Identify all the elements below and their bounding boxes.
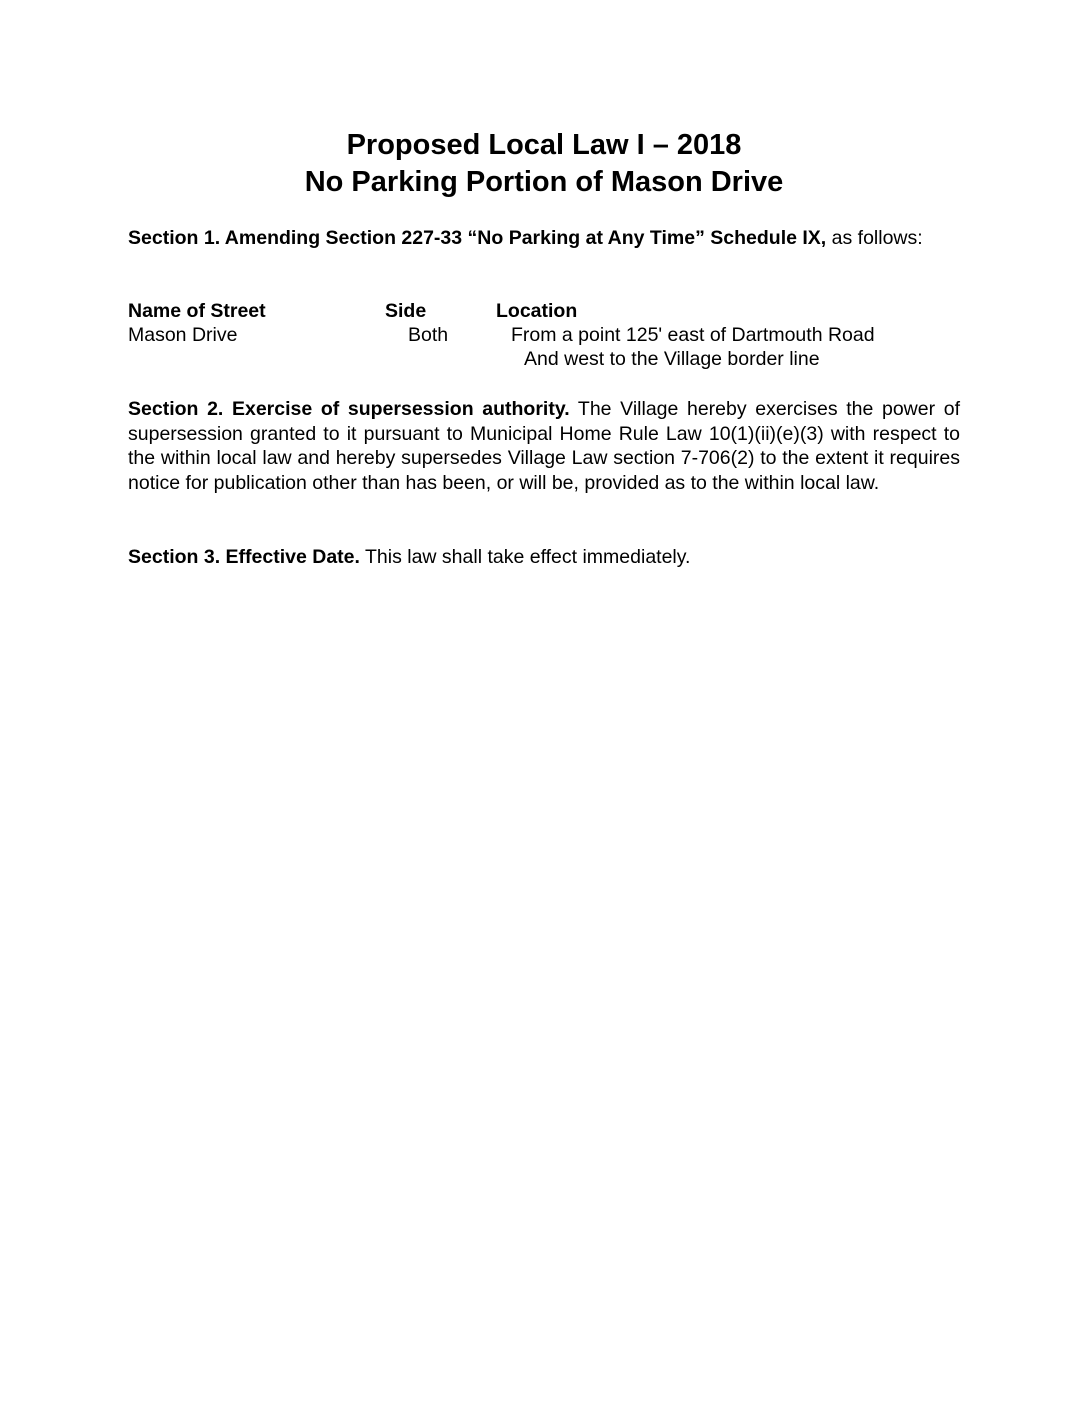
section-3-heading: Section 3. Effective Date.: [128, 546, 360, 568]
row-side: Both: [408, 324, 449, 346]
section-1-text: as follows:: [826, 227, 923, 249]
section-2-heading: Section 2. Exercise of supersession authority.: [128, 398, 570, 420]
column-header-location: Location: [496, 300, 578, 322]
row-location-line-2: And west to the Village border line: [524, 348, 820, 370]
title-line-2: No Parking Portion of Mason Drive: [304, 166, 784, 198]
section-3-text: This law shall take effect immediately.: [359, 546, 691, 568]
section-1-heading: Section 1. Amending Section 227-33 “No Parking at Any Time” Schedule IX,: [128, 227, 827, 249]
parking-schedule-table: [128, 299, 960, 379]
row-street-name: Mason Drive: [128, 324, 238, 346]
document-title: [0, 127, 1088, 201]
section-1-paragraph: [128, 226, 960, 251]
section-3-paragraph: [128, 545, 960, 570]
section-2-paragraph: [128, 397, 960, 495]
column-header-side: Side: [385, 300, 427, 322]
section-2-text: The Village hereby exercises the power of supersession granted to it pursuant to Municipal Home Rule Law 10(1)(ii)(e)(3) with respect to the within local law and hereby supersedes Village Law section 7-706(2) to the extent it requires notice for publication other than has been, or will be, provided as to the within local law.: [128, 398, 960, 494]
column-header-street: Name of Street: [128, 300, 266, 322]
title-line-1: Proposed Local Law I – 2018: [346, 129, 742, 161]
row-location-line-1: From a point 125' east of Dartmouth Road: [511, 324, 875, 346]
